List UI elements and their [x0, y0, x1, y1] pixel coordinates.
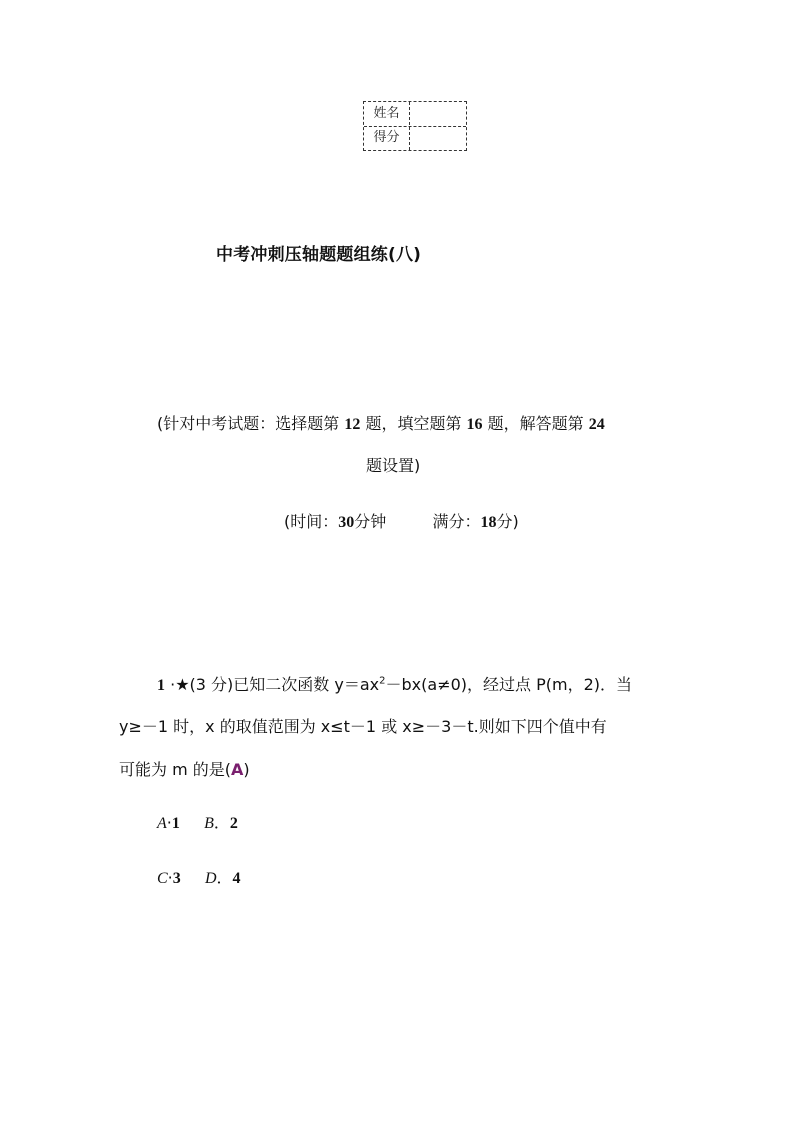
question-1-line-1	[157, 672, 632, 695]
question-number: 1	[157, 677, 165, 694]
score-label: 得分	[373, 130, 400, 145]
option-d-value: 4	[232, 870, 241, 887]
answer-value: A	[231, 760, 244, 779]
option-b-sep: ．	[213, 813, 230, 832]
subtitle-line-2: 题设置)	[366, 456, 421, 475]
option-c-value: 3	[172, 870, 181, 887]
option-d-sep: ．	[216, 868, 233, 887]
full-score-unit: 分)	[496, 512, 519, 531]
option-a-value: 1	[171, 815, 180, 832]
subtitle-number-1: 12	[344, 416, 361, 433]
option-c-sep: ·	[167, 868, 173, 887]
question-text-1-rest: －bx(a≠0)，经过点 P(m，2)．当	[385, 675, 633, 694]
subtitle-number-2: 16	[466, 416, 483, 433]
option-c-letter: C	[157, 870, 168, 887]
time-minutes-unit: 分钟	[354, 512, 387, 531]
star-icon: ★	[175, 675, 190, 694]
option-a-letter: A	[157, 815, 167, 832]
name-score-box	[363, 101, 467, 151]
question-text-3-close: )	[243, 760, 250, 779]
page-title: 中考冲刺压轴题题组练(八)	[216, 245, 422, 265]
subtitle-mid-2: 题，解答题第	[487, 414, 584, 433]
subtitle-line-1	[157, 411, 605, 434]
question-points: (3 分)	[189, 675, 234, 694]
time-minutes: 30	[338, 514, 355, 531]
option-a-sep: ·	[166, 813, 172, 832]
option-b-letter: B	[204, 815, 214, 832]
full-score-value: 18	[480, 514, 497, 531]
option-d-letter: D	[204, 870, 217, 887]
name-label: 姓名	[373, 106, 400, 121]
question-text-1: 已知二次函数 y＝ax	[233, 675, 380, 694]
name-row	[364, 102, 466, 127]
exponent: 2	[379, 675, 386, 687]
time-info	[284, 509, 519, 532]
question-text-3: 可能为 m 的是(	[119, 760, 232, 779]
question-separator: ·	[170, 675, 176, 694]
options-row-2	[157, 865, 241, 888]
options-row-1	[157, 810, 238, 833]
box-divider	[409, 102, 410, 150]
score-row	[364, 126, 466, 150]
subtitle-prefix: (针对中考试题：选择题第	[157, 414, 340, 433]
time-prefix: (时间：	[284, 512, 339, 531]
option-b-value: 2	[229, 815, 238, 832]
subtitle-mid-1: 题，填空题第	[365, 414, 462, 433]
subtitle-number-3: 24	[588, 416, 605, 433]
question-1-line-3	[119, 757, 250, 780]
full-score-label: 满分：	[432, 512, 481, 531]
question-1-line-2: y≥－1 时，x 的取值范围为 x≤t－1 或 x≥－3－t.则如下四个值中有	[119, 717, 607, 736]
